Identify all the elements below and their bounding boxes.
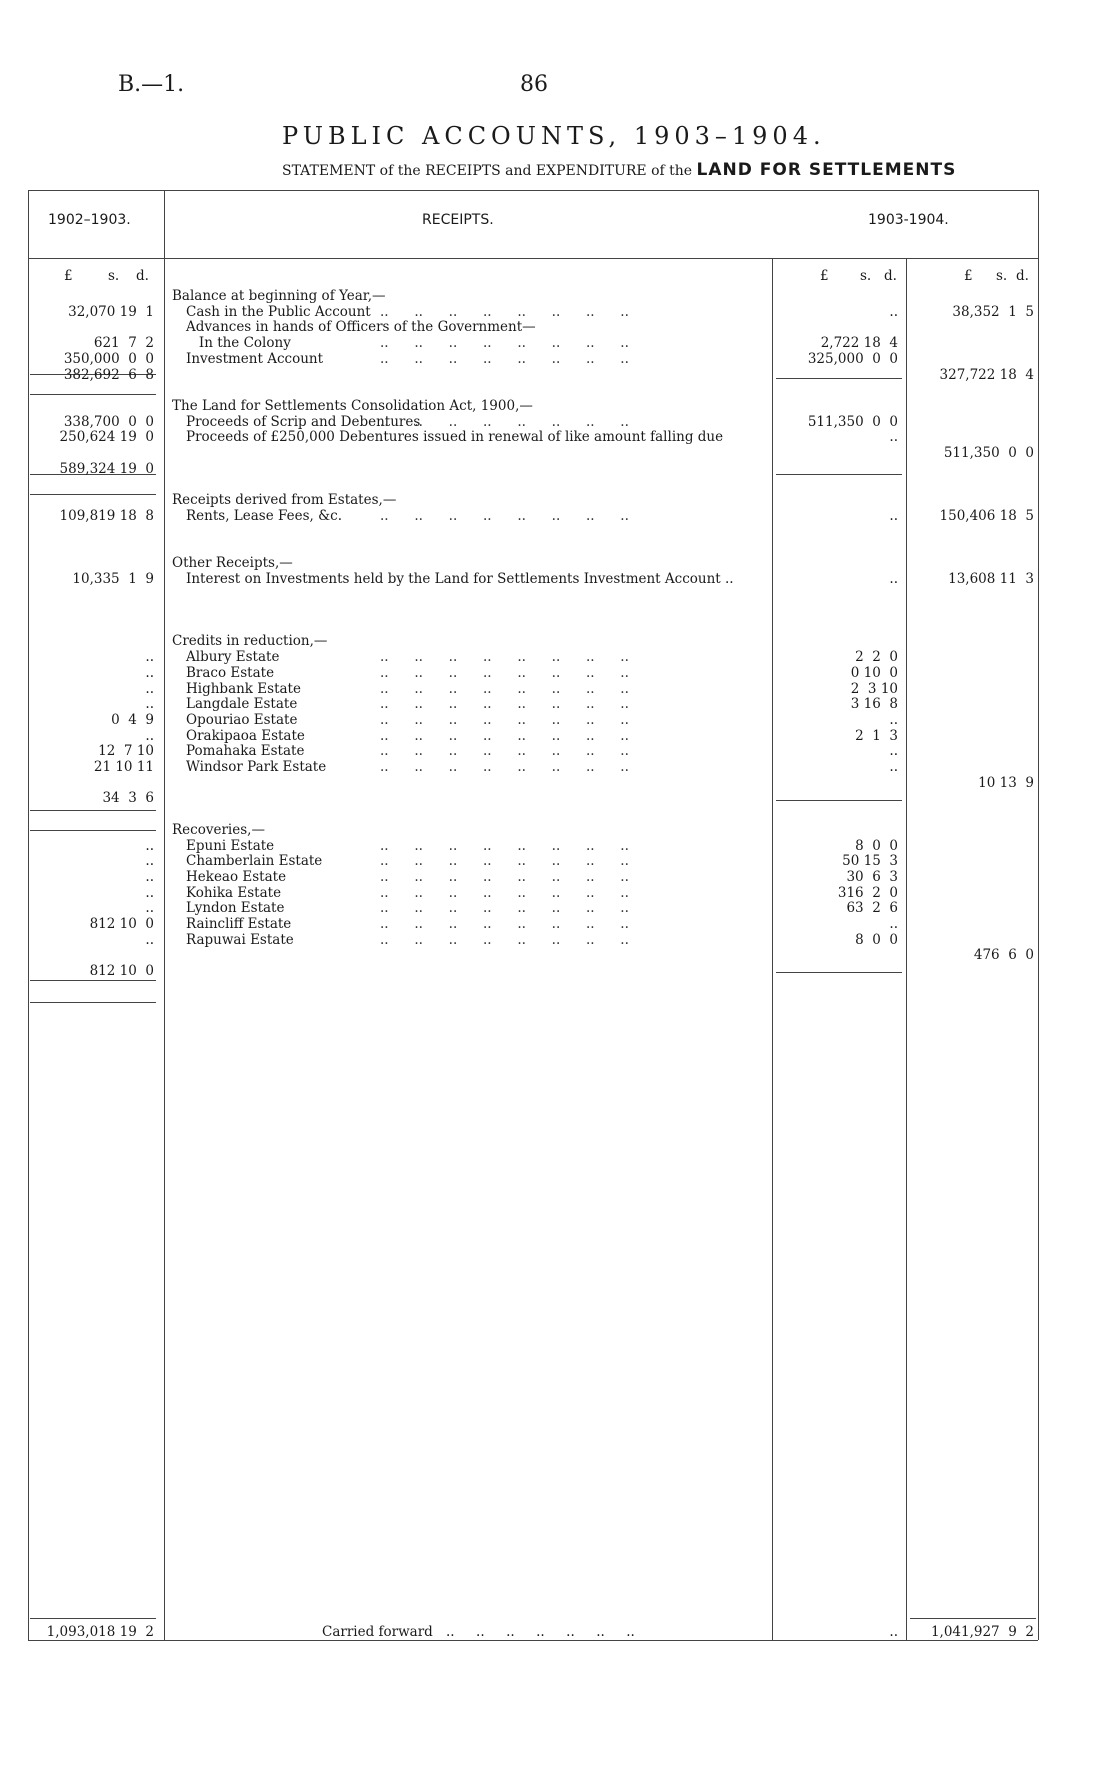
currency-shilling-right: s.: [996, 268, 1008, 284]
table-row: [0, 759, 1114, 775]
detail-amount: 2 1 3: [855, 727, 898, 744]
leader-dots: .. .. .. .. .. .. .. ..: [380, 303, 629, 320]
prev-year-amount: 250,624 19 0: [59, 429, 154, 446]
table-row: [0, 932, 1114, 948]
detail-amount: 316 2 0: [837, 884, 898, 901]
prev-year-amount: ..: [145, 649, 154, 666]
table-row: [0, 461, 1114, 477]
receipt-description: Kohika Estate: [186, 884, 282, 901]
detail-amount: 325,000 0 0: [807, 350, 898, 367]
receipt-description: Cash in the Public Account: [186, 303, 371, 320]
receipt-description: Pomahaka Estate: [186, 743, 305, 760]
table-row: [0, 555, 1114, 571]
table-row: [0, 806, 1114, 822]
table-row: [0, 476, 1114, 492]
mid-value: ..: [889, 1624, 898, 1640]
receipt-description: Raincliff Estate: [186, 916, 292, 932]
prev-year-amount: 621 7 2: [93, 335, 154, 352]
table-row: [0, 712, 1114, 728]
table-row: [0, 524, 1114, 540]
detail-amount: 8 0 0: [855, 931, 898, 948]
table-row: [0, 633, 1114, 649]
table-row: [0, 696, 1114, 712]
carried-forward-row: [0, 1624, 1114, 1640]
table-row: [0, 304, 1114, 320]
table-row: [0, 398, 1114, 414]
prev-year-amount: ..: [145, 900, 154, 917]
leader-dots: .. .. .. .. .. .. .. ..: [380, 868, 629, 885]
prev-year-amount: 109,819 18 8: [59, 507, 154, 524]
table-row: [0, 429, 1114, 445]
detail-amount: 50 15 3: [842, 853, 898, 870]
prev-year-amount: 382,692 6 8: [63, 366, 154, 383]
table-row: [0, 681, 1114, 697]
receipt-description: Braco Estate: [186, 664, 275, 681]
table-row: [0, 665, 1114, 681]
leader-dots: .. .. .. .. .. .. .. ..: [380, 900, 629, 917]
current-year-amount: 511,350 0 0: [943, 445, 1034, 461]
footer-rule: [910, 1618, 1036, 1619]
currency-pound-right: £: [964, 268, 973, 284]
receipt-description: Highbank Estate: [186, 680, 301, 697]
detail-amount: 511,350 0 0: [807, 413, 898, 430]
current-year-amount: 150,406 18 5: [939, 507, 1034, 524]
table-row: [0, 367, 1114, 383]
detail-amount: 0 10 0: [850, 664, 898, 681]
receipt-description: Other Receipts,—: [172, 554, 293, 571]
leader-dots: .. .. .. .. .. .. .. ..: [380, 853, 629, 870]
detail-amount: ..: [889, 303, 898, 320]
receipt-description: Albury Estate: [186, 649, 280, 666]
right-total: 1,041,927 9 2: [930, 1624, 1034, 1640]
receipt-description: Advances in hands of Officers of the Government—: [186, 319, 536, 336]
subtitle-emphasis: LAND FOR SETTLEMENTS: [696, 160, 957, 180]
table-row: [0, 539, 1114, 555]
table-row: [0, 869, 1114, 885]
detail-amount: 2,722 18 4: [820, 335, 898, 352]
leader-dots: .. .. .. .. .. .. .. ..: [380, 335, 629, 352]
leader-dots: .. .. .. .. .. .. .. ..: [380, 837, 629, 854]
table-row: [0, 649, 1114, 665]
subtotal-rule: [30, 1002, 156, 1003]
column-head-receipts: RECEIPTS.: [422, 212, 494, 228]
leader-dots: .. .. .. .. .. .. .. ..: [380, 680, 629, 697]
page-reference: B.—1.: [118, 72, 185, 97]
table-row: [0, 947, 1114, 963]
page-title: PUBLIC ACCOUNTS, 1903–1904.: [282, 122, 826, 150]
prev-year-amount: 0 4 9: [111, 711, 154, 728]
header-bottom-rule: [28, 258, 1038, 259]
receipt-description: Rents, Lease Fees, &c.: [186, 507, 342, 524]
table-row: [0, 319, 1114, 335]
detail-amount: 30 6 3: [846, 868, 898, 885]
prev-year-amount: ..: [145, 884, 154, 901]
detail-amount: ..: [889, 570, 898, 587]
leader-dots: .. .. .. .. .. .. .. ..: [380, 931, 629, 948]
table-row: [0, 335, 1114, 351]
column-head-cur-year: 1903-1904.: [868, 212, 949, 228]
receipt-description: Orakipaoa Estate: [186, 727, 305, 744]
table-row: [0, 900, 1114, 916]
footer-rule: [30, 1618, 156, 1619]
table-row: [0, 382, 1114, 398]
prev-year-amount: 10,335 1 9: [72, 570, 154, 587]
detail-amount: 3 16 8: [850, 696, 898, 713]
leader-dots: .. .. .. .. .. .. .. ..: [380, 711, 629, 728]
prev-year-amount: 350,000 0 0: [63, 350, 154, 367]
detail-amount: 2 3 10: [850, 680, 898, 697]
prev-year-amount: ..: [145, 680, 154, 697]
receipt-description: Receipts derived from Estates,—: [172, 492, 397, 509]
prev-year-amount: ..: [145, 853, 154, 870]
carried-forward-dots: .. .. .. .. .. .. ..: [446, 1624, 635, 1640]
prev-year-amount: 812 10 0: [89, 916, 154, 932]
table-row: [0, 743, 1114, 759]
receipt-description: Opouriao Estate: [186, 711, 298, 728]
detail-amount: 2 2 0: [855, 649, 898, 666]
prev-year-amount: ..: [145, 696, 154, 713]
table-row: [0, 853, 1114, 869]
leader-dots: .. .. .. .. .. .. .. ..: [380, 759, 629, 775]
statement-subtitle: [282, 160, 956, 180]
detail-amount: ..: [889, 507, 898, 524]
detail-amount: ..: [889, 743, 898, 760]
detail-amount: ..: [889, 916, 898, 932]
leader-dots: .. .. .. .. .. .. .. ..: [380, 649, 629, 666]
current-year-amount: 38,352 1 5: [952, 303, 1034, 320]
leader-dots: .. .. .. .. .. .. .. ..: [380, 664, 629, 681]
currency-shilling-mid: s.: [860, 268, 872, 284]
prev-year-amount: ..: [145, 868, 154, 885]
table-row: [0, 492, 1114, 508]
receipt-description: Balance at beginning of Year,—: [172, 288, 386, 304]
table-row: [0, 728, 1114, 744]
table-row: [0, 885, 1114, 901]
current-year-amount: 10 13 9: [978, 774, 1034, 791]
table-bottom-rule: [28, 1640, 1038, 1641]
receipt-description: Proceeds of £250,000 Debentures issued in renewal of like amount falling due: [186, 429, 724, 446]
column-head-prev-year: 1902–1903.: [48, 212, 131, 228]
leader-dots: .. .. .. .. .. .. .. ..: [380, 743, 629, 760]
table-row: [0, 822, 1114, 838]
prev-year-amount: 34 3 6: [102, 790, 154, 807]
prev-year-amount: ..: [145, 837, 154, 854]
detail-amount: ..: [889, 711, 898, 728]
prev-year-amount: ..: [145, 727, 154, 744]
currency-pence-prev: d.: [136, 268, 149, 284]
table-row: [0, 775, 1114, 791]
currency-pence-right: d.: [1016, 268, 1029, 284]
table-row: [0, 351, 1114, 367]
prev-total: 1,093,018 19 2: [46, 1624, 154, 1640]
detail-amount: 63 2 6: [846, 900, 898, 917]
current-year-amount: 13,608 11 3: [948, 570, 1034, 587]
table-row: [0, 414, 1114, 430]
receipt-description: Proceeds of Scrip and Debentures: [186, 413, 421, 430]
prev-year-amount: 589,324 19 0: [59, 460, 154, 477]
receipt-description: Credits in reduction,—: [172, 633, 328, 650]
receipt-description: Lyndon Estate: [186, 900, 285, 917]
subtotal-rule: [30, 980, 156, 981]
leader-dots: .. .. .. .. .. .. .. ..: [380, 727, 629, 744]
receipt-description: Hekeao Estate: [186, 868, 287, 885]
leader-dots: .. .. .. .. .. .. .. ..: [380, 884, 629, 901]
currency-shilling-prev: s.: [108, 268, 120, 284]
leader-dots: .. .. .. .. .. .. .. ..: [380, 413, 629, 430]
leader-dots: .. .. .. .. .. .. .. ..: [380, 350, 629, 367]
table-top-rule: [28, 190, 1038, 191]
subtitle-text: STATEMENT of the RECEIPTS and EXPENDITURE of the: [282, 163, 693, 179]
current-year-amount: 476 6 0: [973, 947, 1034, 964]
table-row: [0, 586, 1114, 602]
current-year-amount: 327,722 18 4: [939, 366, 1034, 383]
detail-amount: ..: [889, 759, 898, 775]
receipt-description: Windsor Park Estate: [186, 759, 327, 775]
receipt-description: Recoveries,—: [172, 821, 265, 838]
prev-year-amount: 338,700 0 0: [63, 413, 154, 430]
prev-year-amount: ..: [145, 931, 154, 948]
receipt-description: Chamberlain Estate: [186, 853, 323, 870]
table-row: [0, 838, 1114, 854]
table-row: [0, 508, 1114, 524]
receipt-description: Rapuwai Estate: [186, 931, 294, 948]
table-row: [0, 618, 1114, 634]
prev-year-amount: 812 10 0: [89, 963, 154, 980]
prev-year-amount: 32,070 19 1: [68, 303, 154, 320]
receipt-description: Langdale Estate: [186, 696, 298, 713]
table-row: [0, 602, 1114, 618]
currency-pence-mid: d.: [884, 268, 897, 284]
currency-pound-prev: £: [64, 268, 73, 284]
receipt-description: The Land for Settlements Consolidation Act, 1900,—: [172, 397, 533, 414]
receipt-description: Investment Account: [186, 350, 324, 367]
leader-dots: .. .. .. .. .. .. .. ..: [380, 507, 629, 524]
leader-dots: .. .. .. .. .. .. .. ..: [380, 916, 629, 932]
table-row: [0, 445, 1114, 461]
table-row: [0, 963, 1114, 979]
table-row: [0, 571, 1114, 587]
table-row: [0, 288, 1114, 304]
detail-amount: ..: [889, 429, 898, 446]
prev-year-amount: 21 10 11: [93, 759, 154, 775]
currency-pound-mid: £: [820, 268, 829, 284]
carried-forward-label: Carried forward: [322, 1624, 433, 1640]
page-number: 86: [520, 72, 548, 97]
receipt-description: Epuni Estate: [186, 837, 275, 854]
table-row: [0, 790, 1114, 806]
receipt-description: Interest on Investments held by the Land for Settlements Investment Account ..: [186, 570, 734, 587]
detail-amount: 8 0 0: [855, 837, 898, 854]
leader-dots: .. .. .. .. .. .. .. ..: [380, 696, 629, 713]
prev-year-amount: ..: [145, 664, 154, 681]
table-row: [0, 916, 1114, 932]
prev-year-amount: 12 7 10: [98, 743, 154, 760]
receipt-description: In the Colony: [186, 335, 291, 352]
